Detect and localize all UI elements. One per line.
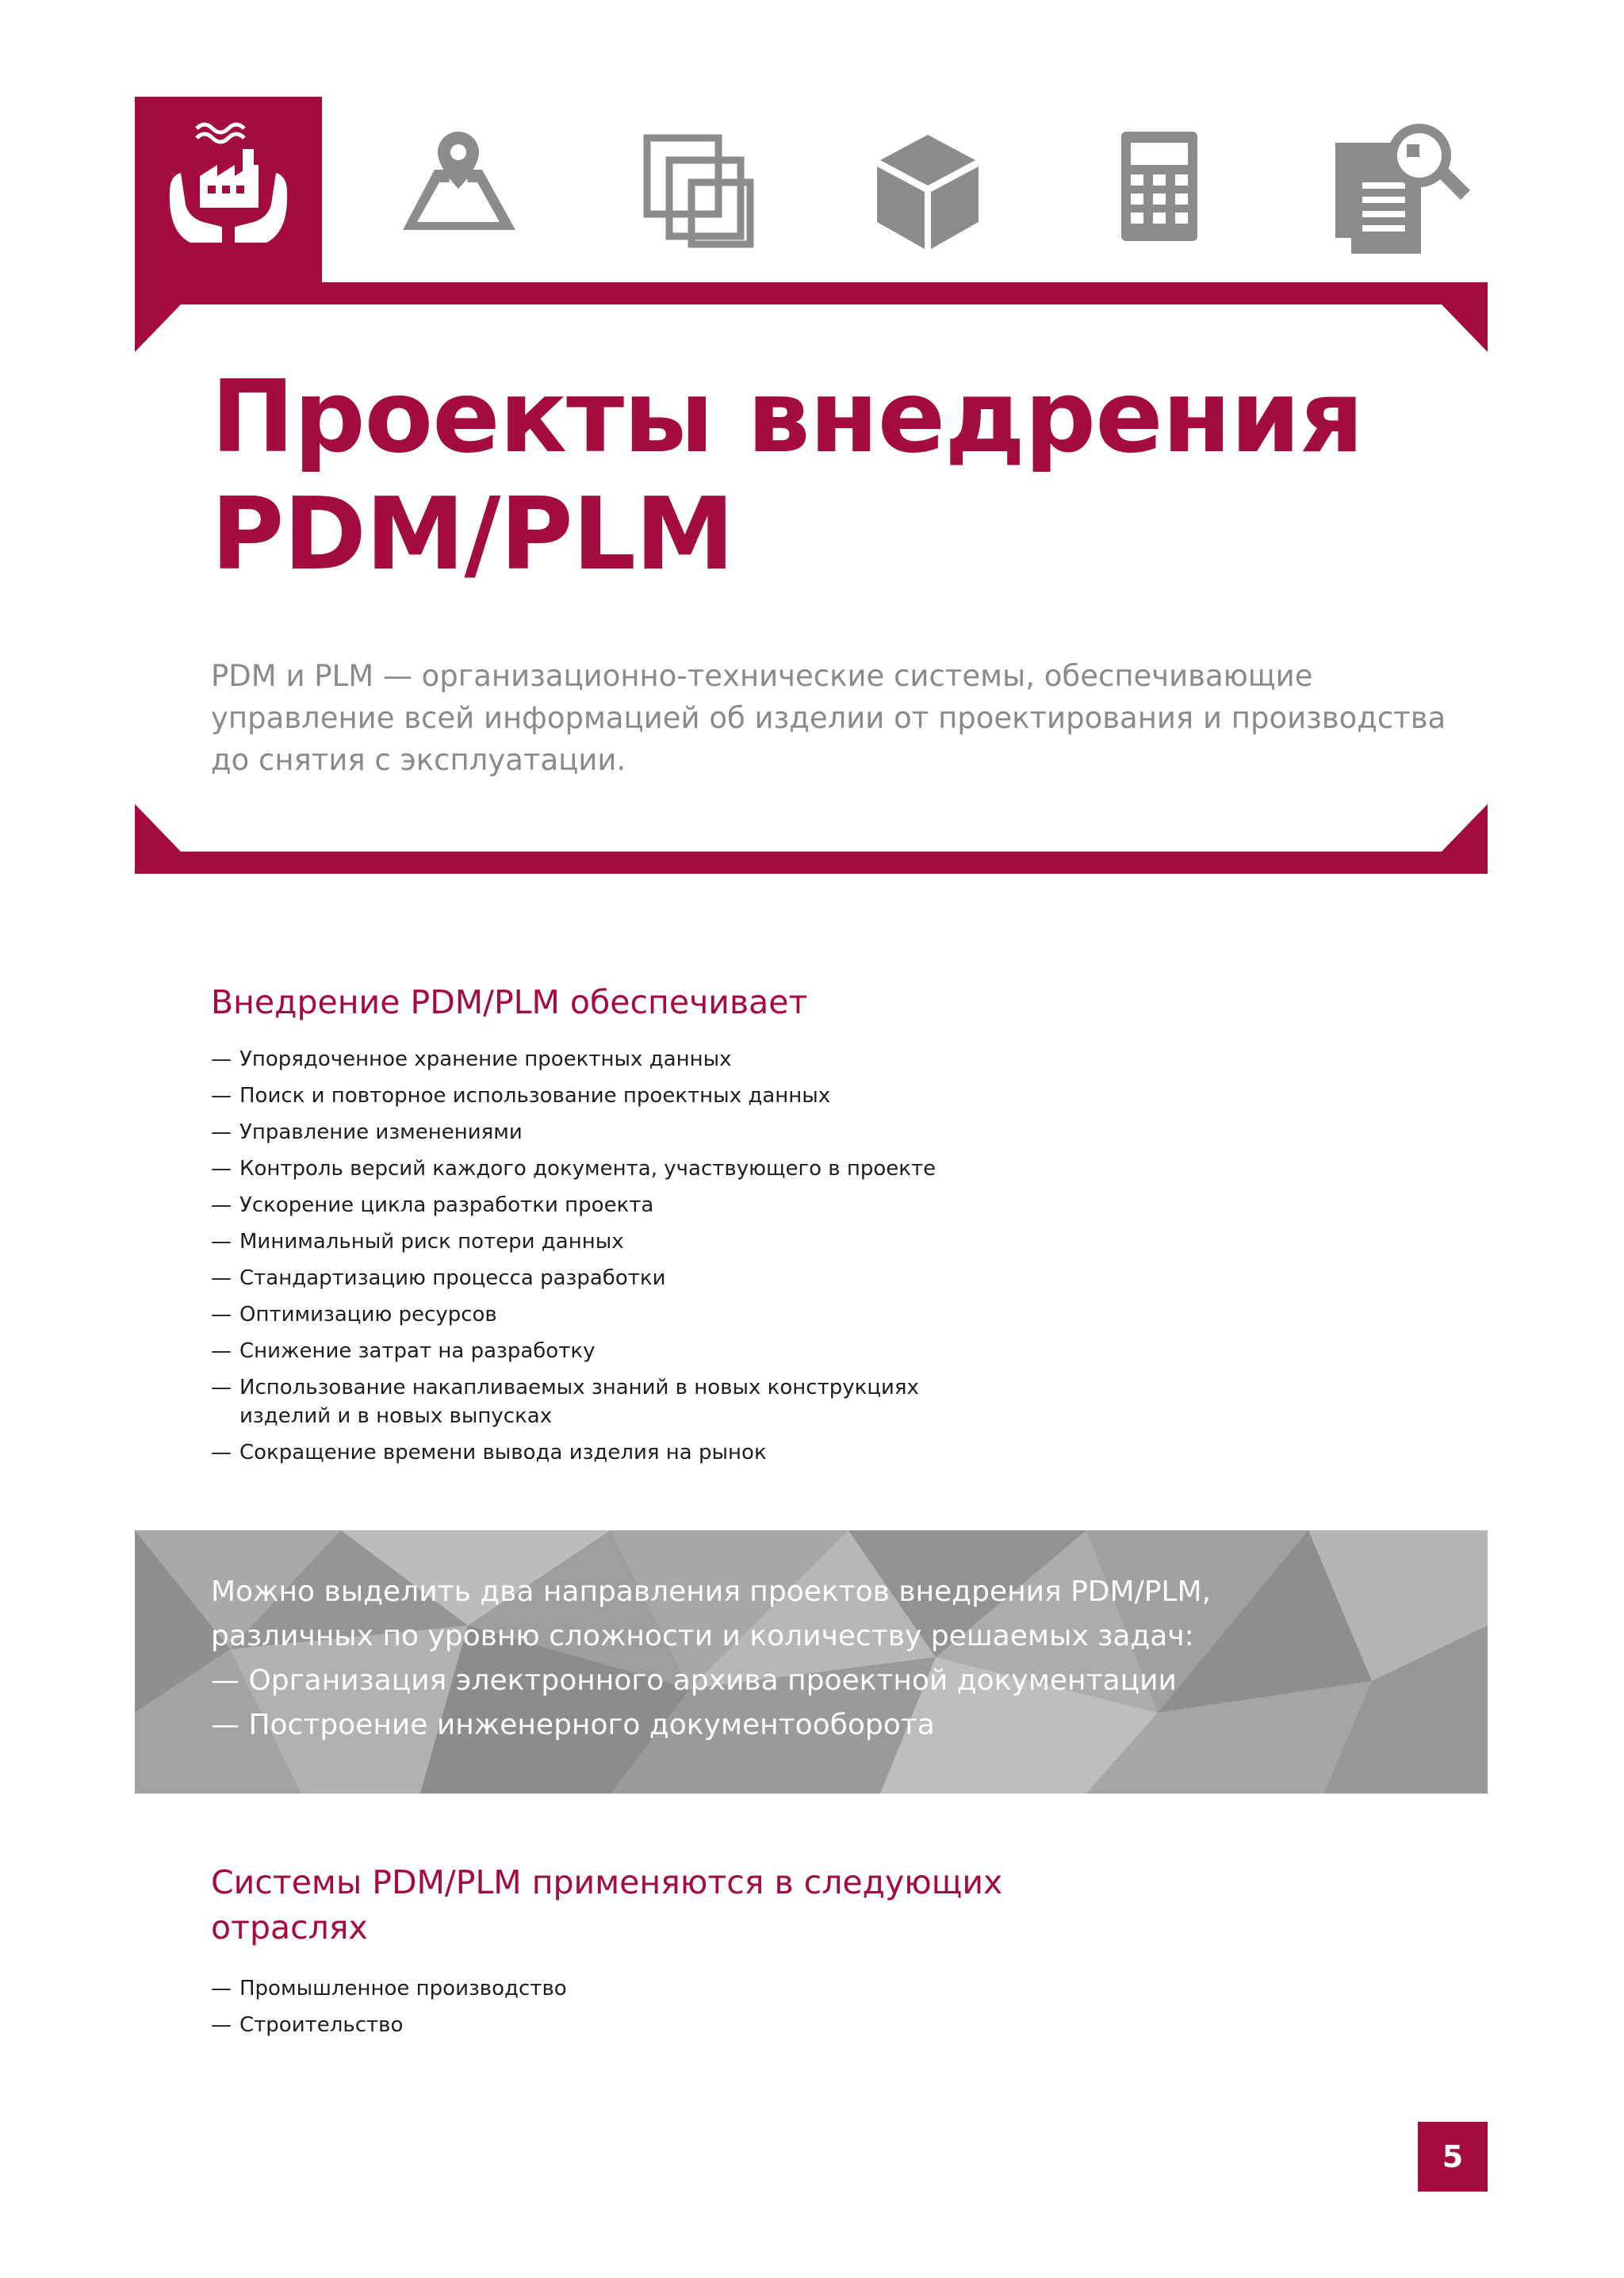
page-number: 5	[1418, 2122, 1488, 2192]
list-item: — Использование накапливаемых знаний в новых конструкциях изделий и в новых выпусках	[211, 1373, 1001, 1430]
page-title	[211, 358, 1559, 593]
dash-marker: —	[211, 1193, 232, 1217]
dash-marker: —	[211, 1376, 232, 1399]
dash-marker: —	[211, 1303, 232, 1327]
section-benefits-heading: Внедрение PDM/PLM обеспечивает	[211, 983, 808, 1021]
list-item: — Управление изменениями	[211, 1118, 1242, 1147]
callout-item: — Организация электронного архива проектной документации	[211, 1664, 1177, 1697]
section-industries-heading: Системы PDM/PLM применяются в следующих отраслях	[211, 1863, 1003, 1947]
list-item: — Оптимизацию ресурсов	[211, 1300, 1242, 1329]
benefits-list	[211, 1045, 1242, 1475]
callout-lead: Можно выделить два направления проектов внедрения PDM/PLM, различных по уровню сложности и количеству решаемых задач:	[211, 1575, 1211, 1652]
list-item: — Минимальный риск потери данных	[211, 1227, 1242, 1256]
dash-marker: —	[211, 2013, 232, 2037]
directions-callout	[135, 1530, 1488, 1794]
list-item: — Упорядоченное хранение проектных данных	[211, 1045, 1242, 1074]
dash-marker: —	[211, 1120, 232, 1144]
page-title-line1: Проекты внедрения	[211, 358, 1363, 475]
dash-marker: —	[211, 1441, 232, 1464]
list-item: — Сокращение времени вывода изделия на рынок	[211, 1438, 1242, 1467]
dash-marker: —	[211, 1977, 232, 2000]
page-title-line2: PDM/PLM	[211, 476, 734, 592]
industries-list	[211, 1974, 1162, 2047]
dash-marker: —	[211, 1157, 232, 1181]
callout-item: — Построение инженерного документооборота	[211, 1709, 935, 1741]
callout-text	[211, 1570, 1448, 1748]
list-item: — Контроль версий каждого документа, участвующего в проекте	[211, 1154, 1242, 1183]
list-item: — Промышленное производство	[211, 1974, 1162, 2003]
dash-marker: —	[211, 1230, 232, 1254]
intro-paragraph: PDM и PLM — организационно-технические системы, обеспечивающие управление всей информацией об изделии от проектирования и производства до снятия с эксплуатации.	[211, 659, 1446, 777]
dash-marker: —	[211, 1339, 232, 1363]
list-item: — Поиск и повторное использование проектных данных	[211, 1082, 1242, 1110]
list-item: — Строительство	[211, 2011, 1162, 2039]
list-item: — Стандартизацию процесса разработки	[211, 1264, 1242, 1292]
dash-marker: —	[211, 1266, 232, 1290]
list-item: — Ускорение цикла разработки проекта	[211, 1191, 1242, 1219]
dash-marker: —	[211, 1047, 232, 1071]
list-item: — Снижение затрат на разработку	[211, 1337, 1242, 1365]
dash-marker: —	[211, 1084, 232, 1108]
